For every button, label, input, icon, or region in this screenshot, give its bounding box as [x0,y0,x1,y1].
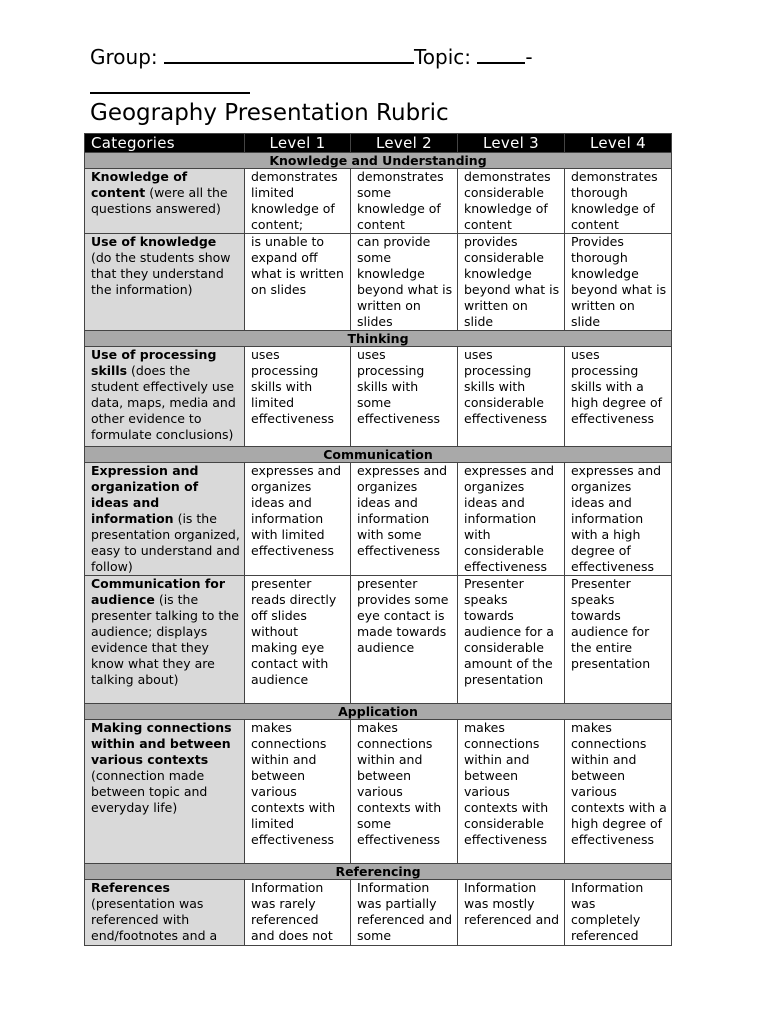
section-title: Communication [85,447,672,463]
section-row [85,331,672,347]
level-3-cell: demonstrates considerable knowledge of content [458,169,565,234]
level-2-cell: can provide some knowledge beyond what is written on slides [351,234,458,331]
group-topic-line [90,44,690,94]
table-row [85,347,672,447]
section-row [85,704,672,720]
level-4-cell: makes connections within and between various contexts with a high degree of effectiveness [565,720,672,864]
category-cell [85,576,245,704]
category-description: (does the student effectively use data, maps, media and other evidence to formulate conclusions) [91,363,236,442]
table-row [85,576,672,704]
column-header-level-3: Level 3 [458,134,565,153]
level-2-cell: uses processing skills with some effectiveness [351,347,458,447]
category-name: Use of knowledge [91,234,217,249]
category-cell [85,463,245,576]
topic-dash: - [525,45,533,69]
column-header-level-1: Level 1 [245,134,351,153]
category-description: (were all the questions answered) [91,185,228,216]
rubric-table [84,133,672,946]
category-description: (is the presentation organized, easy to understand and follow) [91,511,240,574]
group-label: Group: [90,45,164,69]
category-description: (presentation was referenced with end/footnotes and a [91,896,218,943]
level-2-cell: expresses and organizes ideas and information with some effectiveness [351,463,458,576]
category-description: (do the students show that they understand the information) [91,250,231,297]
category-name: Making connections within and between various contexts [91,720,232,767]
category-description: (connection made between topic and everyday life) [91,768,208,815]
group-blank [164,44,414,64]
level-1-cell: expresses and organizes ideas and information with limited effectiveness [245,463,351,576]
level-3-cell: makes connections within and between various contexts with considerable effectiveness [458,720,565,864]
level-4-cell: uses processing skills with a high degree of effectiveness [565,347,672,447]
category-cell [85,880,245,946]
category-name: Knowledge of content [91,169,188,200]
section-title: Application [85,704,672,720]
page-title: Geography Presentation Rubric [90,100,449,126]
topic-blank-continued [90,74,250,94]
table-row [85,463,672,576]
category-cell [85,720,245,864]
document-header [90,44,690,128]
table-row [85,169,672,234]
topic-label: Topic: [413,45,478,69]
column-header-level-2: Level 2 [351,134,458,153]
level-2-cell: makes connections within and between various contexts with some effectiveness [351,720,458,864]
category-name: References [91,880,170,895]
header-row [85,134,672,153]
level-1-cell: makes connections within and between various contexts with limited effectiveness [245,720,351,864]
level-2-cell: Information was partially referenced and some [351,880,458,946]
topic-blank [477,44,525,64]
level-2-cell: presenter provides some eye contact is made towards audience [351,576,458,704]
level-4-cell: demonstrates thorough knowledge of content [565,169,672,234]
section-title: Knowledge and Understanding [85,153,672,169]
category-cell [85,169,245,234]
category-name: Expression and organization of ideas and information [91,463,199,526]
level-4-cell: Provides thorough knowledge beyond what is written on slide [565,234,672,331]
level-3-cell: Information was mostly referenced and [458,880,565,946]
section-row [85,864,672,880]
category-cell [85,234,245,331]
section-title: Referencing [85,864,672,880]
level-2-cell: demonstrates some knowledge of content [351,169,458,234]
column-header-categories: Categories [85,134,245,153]
level-1-cell: presenter reads directly off slides without making eye contact with audience [245,576,351,704]
category-cell [85,347,245,447]
level-4-cell: Information was completely referenced [565,880,672,946]
level-1-cell: Information was rarely referenced and does not [245,880,351,946]
level-1-cell: is unable to expand off what is written on slides [245,234,351,331]
rubric-body [85,153,672,946]
level-4-cell: expresses and organizes ideas and information with a high degree of effectiveness [565,463,672,576]
table-row [85,720,672,864]
section-title: Thinking [85,331,672,347]
level-3-cell: uses processing skills with considerable effectiveness [458,347,565,447]
table-row [85,880,672,946]
table-row [85,234,672,331]
category-description: (is the presenter talking to the audience; displays evidence that they know what they are talking about) [91,592,239,687]
section-row [85,447,672,463]
level-3-cell: expresses and organizes ideas and information with considerable effectiveness [458,463,565,576]
column-header-level-4: Level 4 [565,134,672,153]
category-name: Communication for audience [91,576,226,607]
category-name: Use of processing skills [91,347,217,378]
level-1-cell: demonstrates limited knowledge of content; [245,169,351,234]
level-3-cell: Presenter speaks towards audience for a considerable amount of the presentation [458,576,565,704]
level-3-cell: provides considerable knowledge beyond what is written on slide [458,234,565,331]
section-row [85,153,672,169]
level-4-cell: Presenter speaks towards audience for the entire presentation [565,576,672,704]
level-1-cell: uses processing skills with limited effectiveness [245,347,351,447]
